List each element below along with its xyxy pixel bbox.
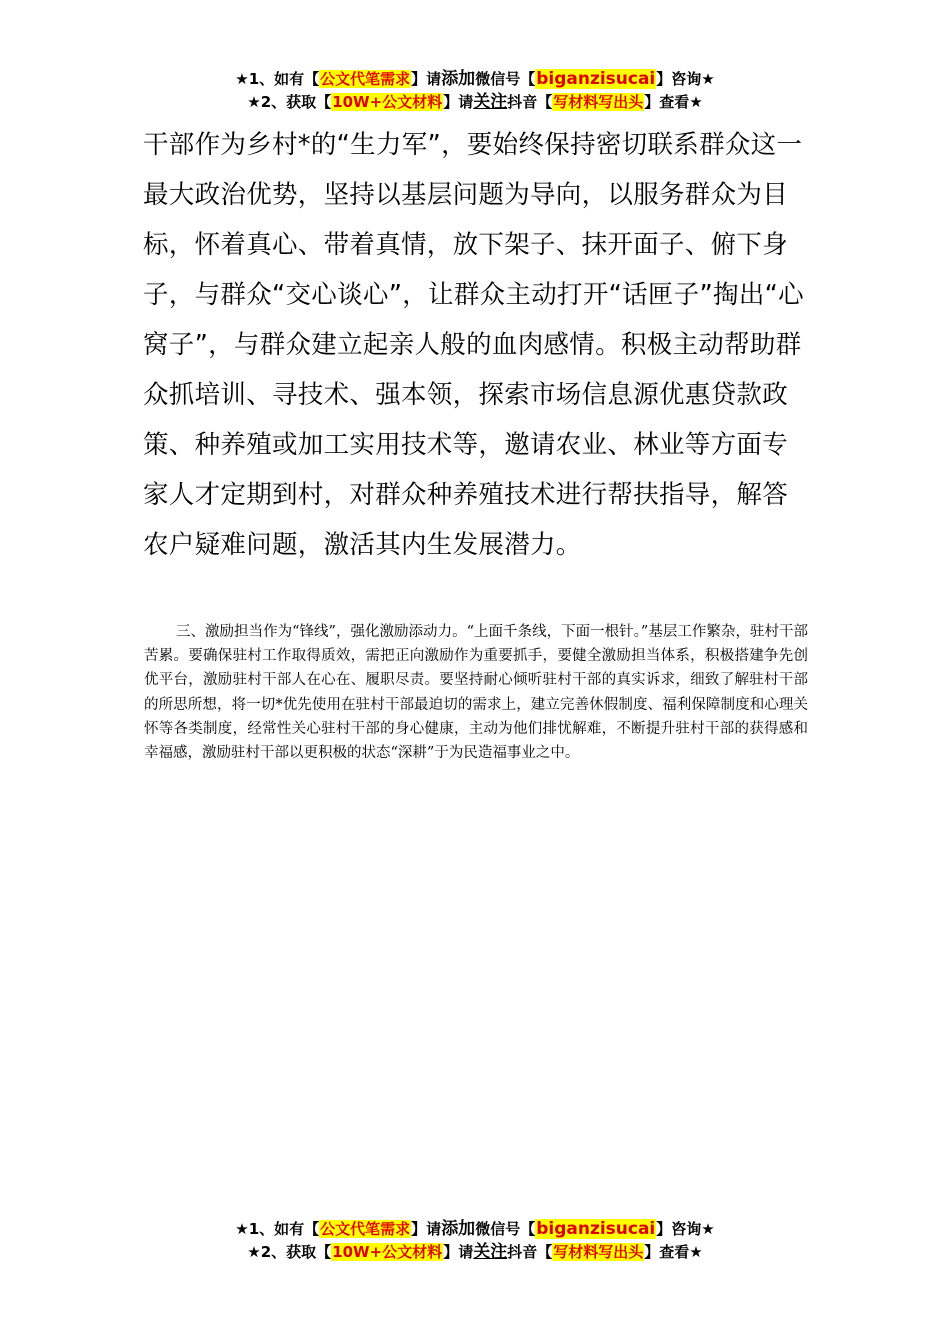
highlight-wechat-id: biganzisucai bbox=[536, 1219, 656, 1239]
section-three-paragraph: 三、激励担当作为“锋线”，强化激励添动力。“上面千条线，下面一根针。”基层工作繁杂，驻村干部苦累。要确保驻村工作取得质效，需把正向激励作为重要抓手，要健全激励担当体系，积极搭建争先创优平台，激励驻村干部人在心在、履职尽责。要坚持耐心倾听驻村干部的真实诉求，细致了解驻村干部的所思所想，将一切*优先使用在驻村干部最迫切的需求上，建立完善休假制度、福利保障制度和心理关怀等各类制度，经常性关心驻村干部的身心健康，主动为他们排忧解难，不断提升驻村干部的获得感和幸福感，激励驻村干部以更积极的状态“深耕”于为民造福事业之中。 bbox=[144, 624, 808, 762]
banner-emphasis: 关注 bbox=[473, 1242, 508, 1262]
banner-line-1 bbox=[0, 1218, 950, 1241]
banner-text: 】请 bbox=[443, 1243, 474, 1261]
highlight-service: 公文代笔需求 bbox=[320, 1220, 411, 1238]
banner-text: 】查看★ bbox=[644, 1243, 703, 1261]
banner-emphasis: 添加 bbox=[441, 1219, 476, 1239]
banner-text: ★1、如有【 bbox=[235, 1220, 320, 1238]
highlight-douyin-account: 写材料写出头 bbox=[553, 1243, 644, 1261]
banner-text: ★2、获取【 bbox=[247, 93, 332, 111]
bottom-banner bbox=[0, 1218, 950, 1264]
highlight-materials: 10W+公文材料 bbox=[332, 93, 443, 111]
banner-text: ★2、获取【 bbox=[247, 1243, 332, 1261]
banner-text: 微信号【 bbox=[475, 1220, 536, 1238]
banner-line-2 bbox=[0, 91, 950, 114]
banner-text: 】咨询★ bbox=[656, 70, 715, 88]
banner-text: 】请 bbox=[411, 1220, 442, 1238]
banner-text: 抖音【 bbox=[507, 1243, 553, 1261]
banner-line-2 bbox=[0, 1241, 950, 1264]
highlight-materials: 10W+公文材料 bbox=[332, 1243, 443, 1261]
highlight-wechat-id: biganzisucai bbox=[536, 69, 656, 89]
banner-text: 抖音【 bbox=[507, 93, 553, 111]
highlight-douyin-account: 写材料写出头 bbox=[553, 93, 644, 111]
main-paragraph: 干部作为乡村*的“生力军”，要始终保持密切联系群众这一最大政治优势，坚持以基层问题为导向，以服务群众为目标，怀着真心、带着真情，放下架子、抹开面子、俯下身子，与群众“交心谈心”，让群众主动打开“话匣子”掏出“心窝子”，与群众建立起亲人般的血肉感情。积极主动帮助群众抓培训、寻技术、强本领，探索市场信息源优惠贷款政策、种养殖或加工实用技术等，邀请农业、林业等方面专家人才定期到村，对群众种养殖技术进行帮扶指导，解答农户疑难问题，激活其内生发展潜力。 bbox=[143, 130, 804, 560]
banner-text: 】请 bbox=[443, 93, 474, 111]
banner-emphasis: 添加 bbox=[441, 69, 476, 89]
highlight-service: 公文代笔需求 bbox=[320, 70, 411, 88]
banner-text: 】查看★ bbox=[644, 93, 703, 111]
banner-text: 】咨询★ bbox=[656, 1220, 715, 1238]
banner-line-1 bbox=[0, 68, 950, 91]
banner-text: 微信号【 bbox=[475, 70, 536, 88]
banner-text: 】请 bbox=[411, 70, 442, 88]
top-banner bbox=[0, 68, 950, 114]
banner-emphasis: 关注 bbox=[473, 92, 508, 112]
banner-text: ★1、如有【 bbox=[235, 70, 320, 88]
